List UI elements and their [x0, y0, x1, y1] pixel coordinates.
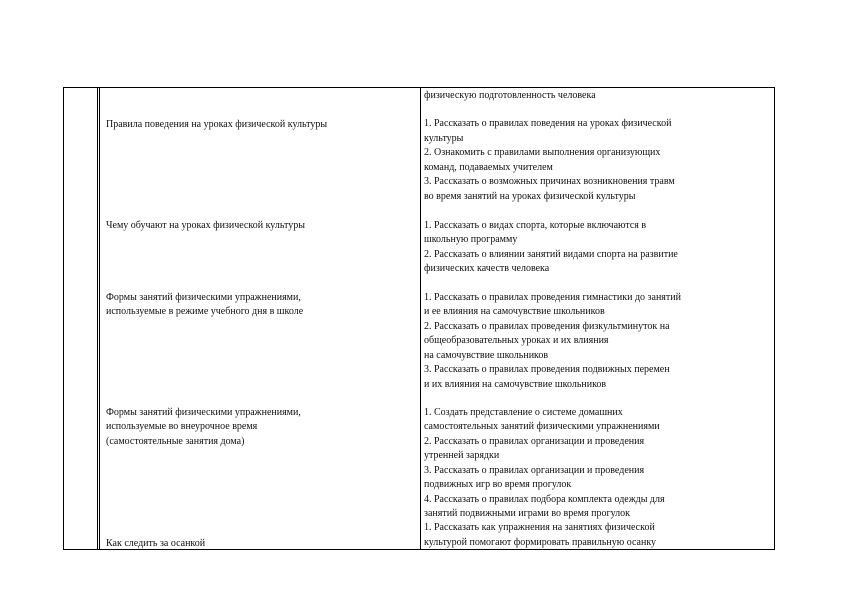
lesson-topic: Правила поведения на уроках физической культуры: [106, 119, 328, 130]
goal-line: занятий подвижными играми во время прогулок: [424, 508, 630, 519]
goal-line: команд, подаваемых учителем: [424, 162, 553, 173]
goal-line: 3. Рассказать о правилах организации и проведения: [424, 465, 645, 476]
column-divider-2: [420, 87, 421, 550]
goal-line: школьную программу: [424, 234, 518, 245]
goal-line: культуры: [424, 133, 464, 144]
goal-line: и их влияния на самочувствие школьников: [424, 379, 607, 390]
table-right-border: [774, 87, 775, 550]
column-divider-1b: [99, 87, 100, 550]
lesson-topic: Формы занятий физическими упражнениями,: [106, 407, 301, 418]
goal-line: 3. Рассказать о правилах проведения подвижных перемен: [424, 364, 670, 375]
goal-line: общеобразовательных уроках и их влияния: [424, 335, 609, 346]
goal-line: и ее влияния на самочувствие школьников: [424, 306, 605, 317]
table-left-border: [63, 87, 64, 550]
goal-line: физических качеств человека: [424, 263, 550, 274]
column-divider-1: [97, 87, 98, 550]
goal-line: 2. Рассказать о влиянии занятий видами спорта на развитие: [424, 249, 678, 260]
goal-line: физическую подготовленность человека: [424, 90, 596, 101]
lesson-topic: используемые во внеурочное время: [106, 421, 258, 432]
goal-line: 1. Создать представление о системе домашних: [424, 407, 623, 418]
lesson-topic: Чему обучают на уроках физической культуры: [106, 220, 305, 231]
goal-line: 1. Рассказать о правилах поведения на уроках физической: [424, 118, 672, 129]
goal-line: 1. Рассказать о правилах проведения гимнастики до занятий: [424, 292, 681, 303]
goal-line: подвижных игр во время прогулок: [424, 479, 572, 490]
goal-line: 2. Рассказать о правилах организации и проведения: [424, 436, 645, 447]
goal-line: 2. Рассказать о правилах проведения физкультминуток на: [424, 321, 670, 332]
goal-line: 2. Ознакомить с правилами выполнения организующих: [424, 147, 661, 158]
lesson-topic: Как следить за осанкой: [106, 538, 206, 549]
goal-line: 4. Рассказать о правилах подбора комплекта одежды для: [424, 494, 665, 505]
lesson-topic: Формы занятий физическими упражнениями,: [106, 292, 301, 303]
table-top-border: [63, 87, 775, 88]
goal-line: на самочувствие школьников: [424, 350, 549, 361]
goal-line: во время занятий на уроках физической культуры: [424, 191, 636, 202]
lesson-topic: используемые в режиме учебного дня в школе: [106, 306, 304, 317]
goal-line: 3. Рассказать о возможных причинах возникновения травм: [424, 176, 675, 187]
lesson-topic: (самостоятельные занятия дома): [106, 436, 245, 447]
goal-line: самостоятельных занятий физическими упражнениями: [424, 421, 660, 432]
goal-line: 1. Рассказать как упражнения на занятиях физической: [424, 522, 655, 533]
goal-line: утренней зарядки: [424, 450, 500, 461]
goal-line: культурой помогают формировать правильную осанку: [424, 537, 657, 548]
goal-line: 1. Рассказать о видах спорта, которые включаются в: [424, 220, 647, 231]
